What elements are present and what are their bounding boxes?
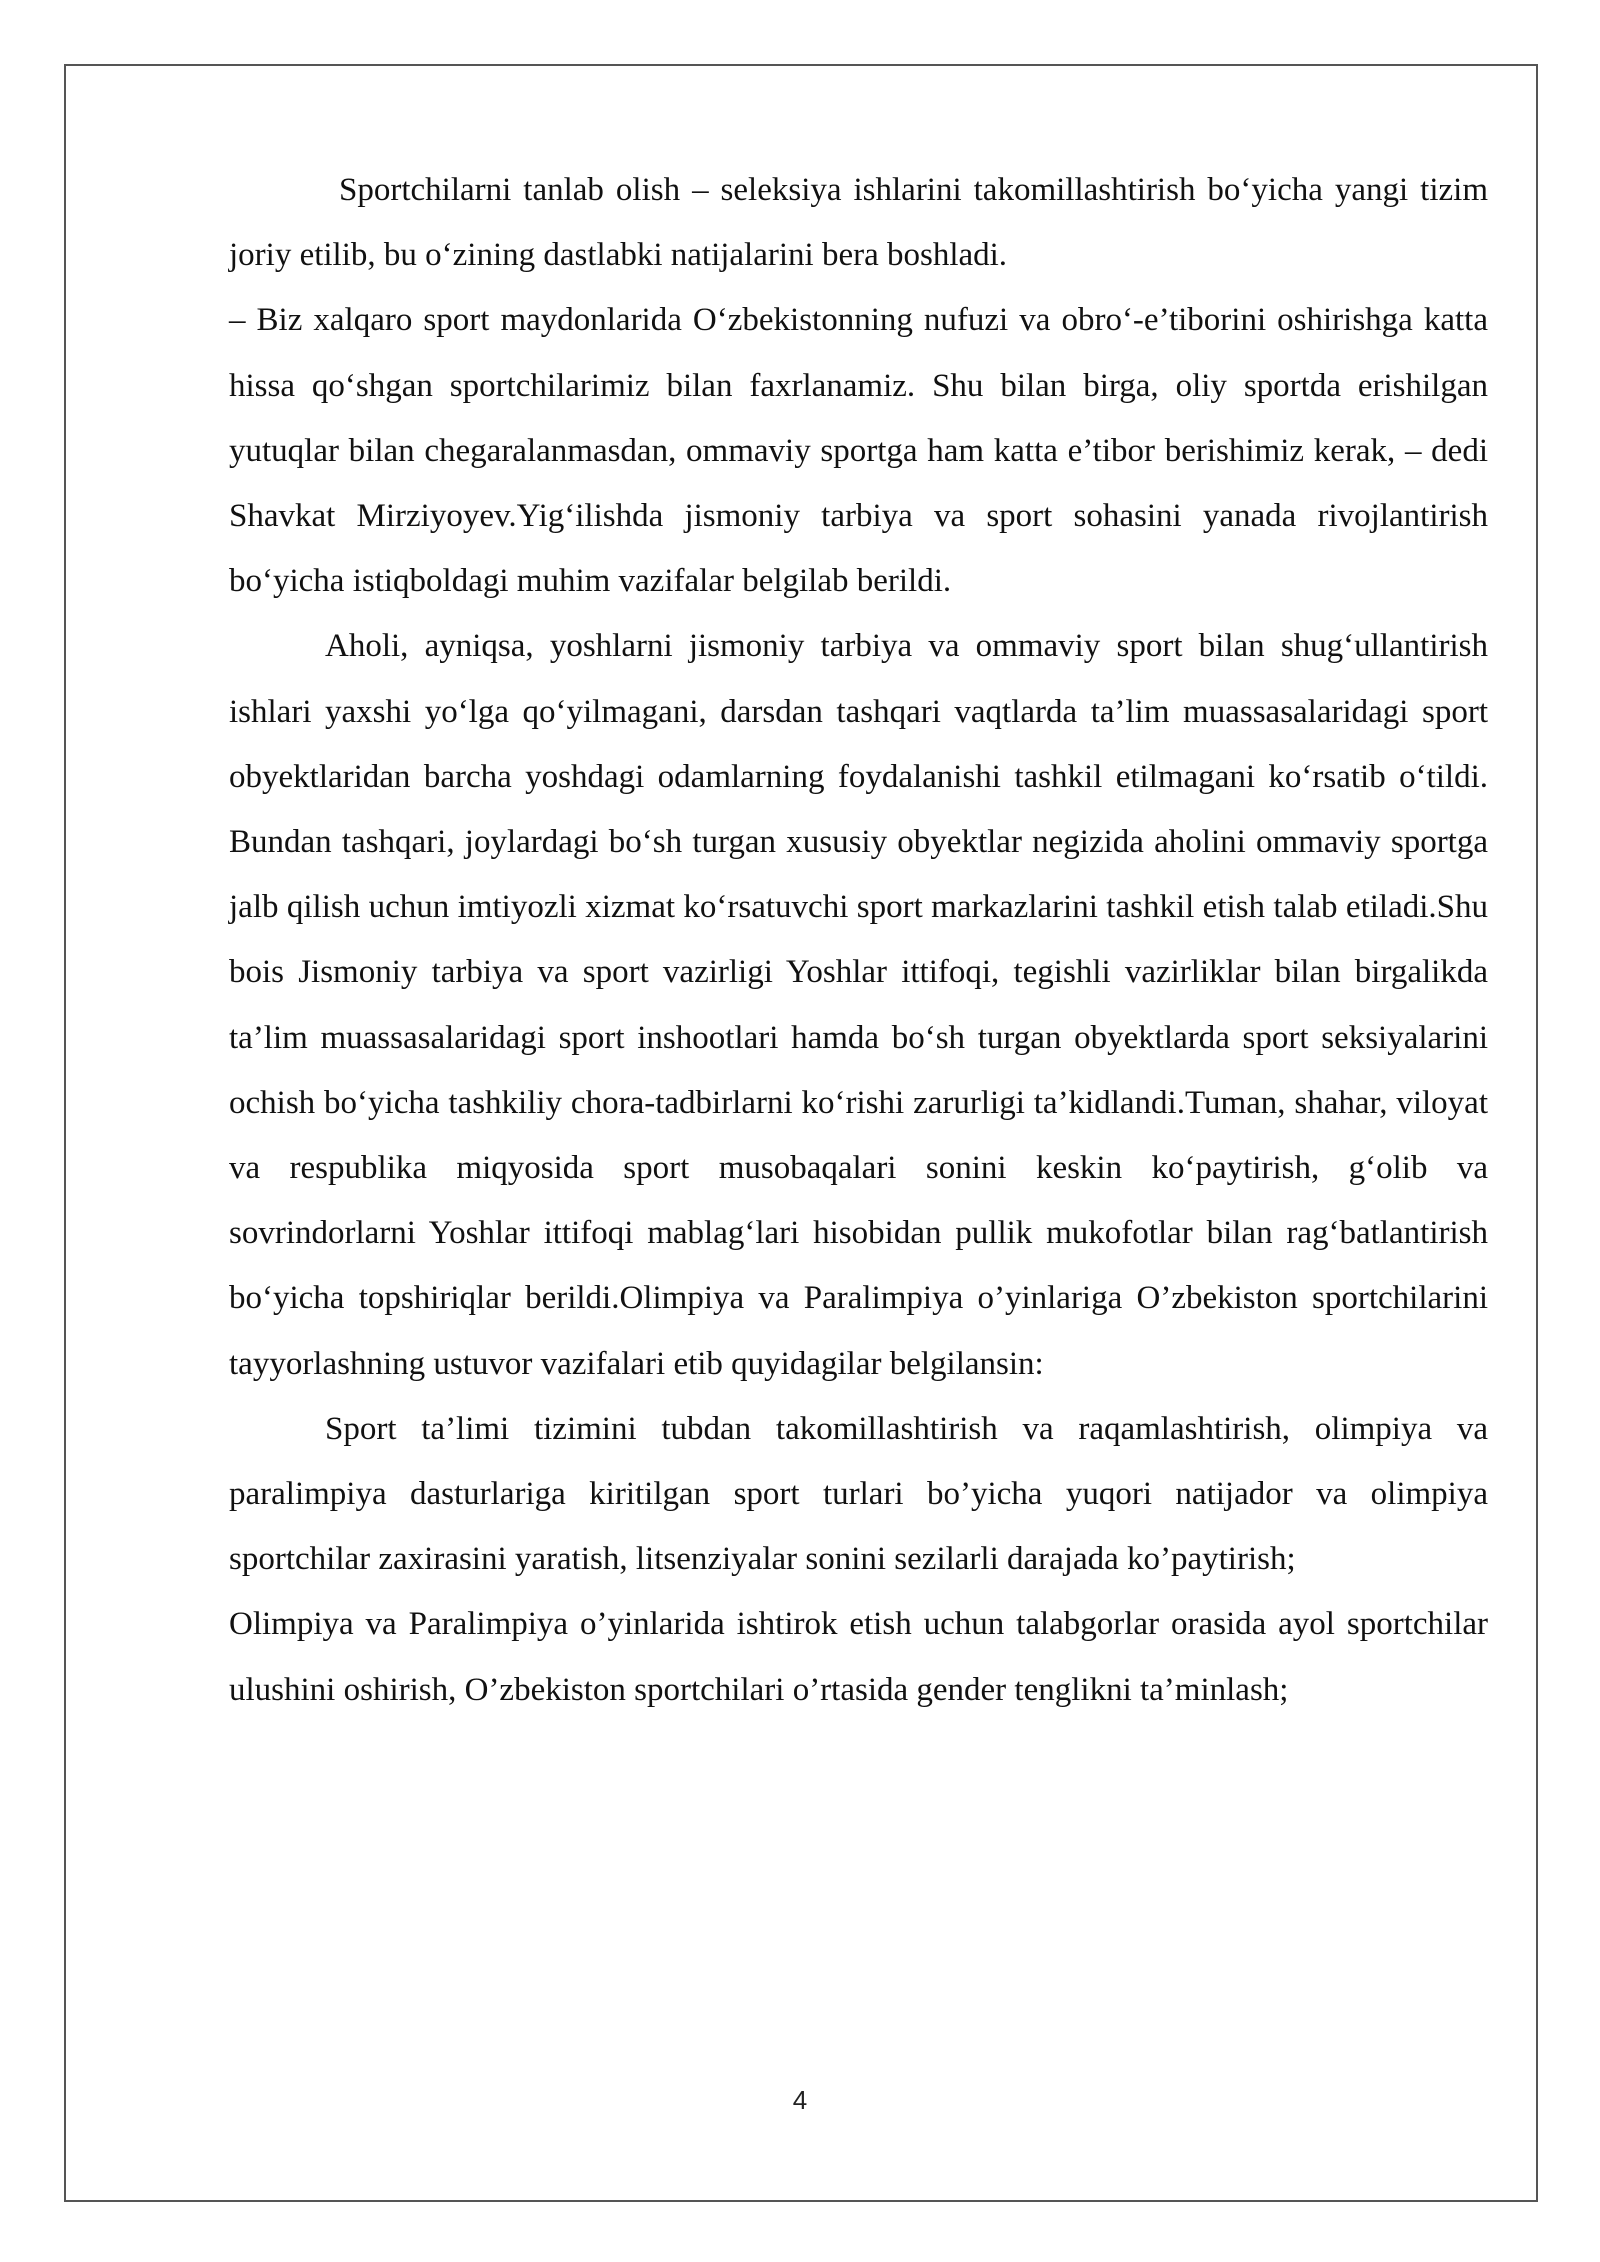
document-body (229, 158, 1488, 1723)
paragraph-2: – Biz xalqaro sport maydonlarida O‘zbekistonning nufuzi va obro‘-e’tiborini oshirishga katta hissa qo‘shgan sportchilarimiz bilan faxrlanamiz. Shu bilan birga, oliy sportda erishilgan yutuqlar bilan chegaralanmasdan, ommaviy sportga ham katta e’tibor berishimiz kerak, – dedi Shavkat Mirziyoyev.Yig‘ilishda jismoniy tarbiya va sport sohasini yanada rivojlantirish bo‘yicha istiqboldagi muhim vazifalar belgilab berildi. (229, 302, 1488, 600)
page-number: 4 (792, 2085, 808, 2115)
paragraph-1: Sportchilarni tanlab olish – seleksiya ishlarini takomillashtirish bo‘yicha yangi tizim joriy etilib, bu o‘zining dastlabki natijalarini bera boshladi. (229, 172, 1488, 274)
paragraph-3: Aholi, ayniqsa, yoshlarni jismoniy tarbiya va ommaviy sport bilan shug‘ullantirish ishlari yaxshi yo‘lga qo‘yilmagani, darsdan tashqari vaqtlarda ta’lim muassasalaridagi sport obyektlaridan barcha yoshdagi odamlarning foydalanishi tashkil etilmagani ko‘rsatib o‘tildi. Bundan tashqari, joylardagi bo‘sh turgan xususiy obyektlar negizida aholini ommaviy sportga jalb qilish uchun imtiyozli xizmat ko‘rsatuvchi sport markazlarini tashkil etish talab etiladi.Shu bois Jismoniy tarbiya va sport vazirligi Yoshlar ittifoqi, tegishli vazirliklar bilan birgalikda ta’lim muassasalaridagi sport inshootlari hamda bo‘sh turgan obyektlarda sport seksiyalarini ochish bo‘yicha tashkiliy chora-tadbirlarni ko‘rishi zarurligi ta’kidlandi.Tuman, shahar, viloyat va respublika miqyosida sport musobaqalari sonini keskin ko‘paytirish, g‘olib va sovrindorlarni Yoshlar ittifoqi mablag‘lari hisobidan pullik mukofotlar bilan rag‘batlantirish bo‘yicha topshiriqlar berildi.Olimpiya va Paralimpiya o’yinlariga O’zbekiston sportchilarini tayyorlashning ustuvor vazifalari etib quyidagilar belgilansin: (229, 628, 1488, 1382)
paragraph-4: Sport ta’limi tizimini tubdan takomillashtirish va raqamlashtirish, olimpiya va paralimpiya dasturlariga kiritilgan sport turlari bo’yicha yuqori natijador va olimpiya sportchilar zaxirasini yaratish, litsenziyalar sonini sezilarli darajada ko’paytirish; (229, 1410, 1488, 1578)
paragraph-5: Olimpiya va Paralimpiya o’yinlarida ishtirok etish uchun talabgorlar orasida ayol sportchilar ulushini oshirish, O’zbekiston sportchilari o’rtasida gender tenglikni ta’minlash; (229, 1606, 1488, 1708)
